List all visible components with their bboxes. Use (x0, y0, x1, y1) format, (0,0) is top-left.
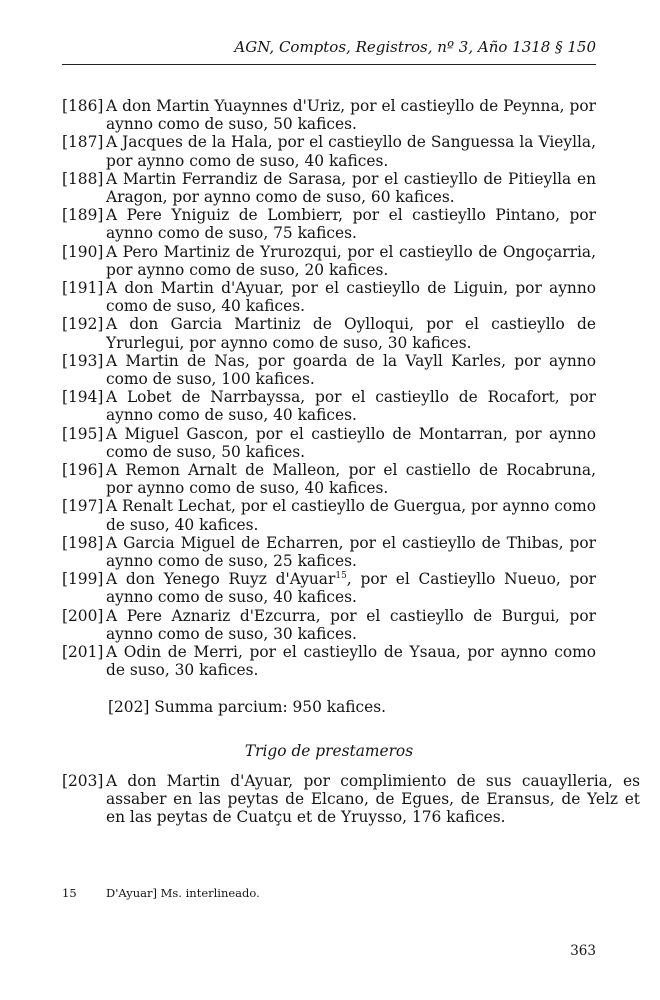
entry-text: A don Martin d'Ayuar, por complimiento de sus cauaylleria, es assaber en las peytas de Elcano, de Egues, de Eransus, de Yelz et en las peytas de Cuatçu et de Yruysso, 176 kafices. (106, 772, 640, 827)
entry-199 (62, 570, 596, 606)
entry-193 (62, 352, 596, 388)
entry-number: [193] (62, 351, 104, 370)
entry-197 (62, 497, 596, 533)
entry-text: A don Yenego Ruyz d'Ayuar (106, 570, 336, 589)
entry-text: A Martin de Nas, por goarda de la Vayll Karles, por aynno como de suso, 100 kafices. (106, 351, 596, 389)
entry-187 (62, 133, 596, 169)
entry-number: [192] (62, 315, 104, 334)
entry-text: A Jacques de la Hala, por el castieyllo de Sanguessa la Vieylla, por aynno como de suso, 40 kafices. (106, 133, 596, 170)
entry-text: A don Martin Yuaynnes d'Uriz, por el castieyllo de Peynna, por aynno como de suso, 50 kafices. (106, 97, 596, 134)
entry-number: [197] (62, 497, 104, 516)
entry-number: [188] (62, 169, 104, 188)
entry-text: A Odin de Merri, por el castieyllo de Ysaua, por aynno como de suso, 30 kafices. (106, 643, 596, 680)
entry-text: A Renalt Lechat, por el castieyllo de Guergua, por aynno como de suso, 40 kafices. (106, 497, 596, 534)
entry-text: A Pere Yniguiz de Lombierr, por el castieyllo Pintano, por aynno como de suso, 75 kafices. (106, 206, 596, 243)
header-rule (62, 64, 596, 65)
entry-186 (62, 97, 596, 133)
entry-number: [195] (62, 424, 104, 443)
footnote (62, 886, 260, 900)
entry-190 (62, 243, 596, 279)
entry-196 (62, 461, 596, 497)
entry-text: A Pero Martiniz de Yrurozqui, por el castieyllo de Ongoçarria, por aynno como de suso, 20 kafices. (106, 242, 596, 279)
entry-200 (62, 607, 596, 643)
entry-195 (62, 425, 596, 461)
entry-number: [186] (62, 97, 104, 115)
footnote-text: D'Ayuar] Ms. interlineado. (106, 886, 260, 900)
running-head: AGN, Comptos, Registros, nº 3, Año 1318 § 150 (234, 38, 596, 56)
entry-text: A Martin Ferrandiz de Sarasa, por el castieyllo de Pitieylla en Aragon, por aynno como de suso, 60 kafices. (106, 169, 596, 207)
entry-number: [191] (62, 279, 104, 298)
entry-number: [190] (62, 242, 104, 261)
entry-203 (62, 772, 640, 827)
entry-188 (62, 170, 596, 206)
entry-number: [194] (62, 388, 104, 407)
entry-number: [200] (62, 606, 104, 625)
entry-201 (62, 643, 596, 679)
entry-number: [203] (62, 772, 104, 790)
entry-text: A don Garcia Martiniz de Oylloqui, por el castieyllo de Yrurlegui, por aynno como de suso, 30 kafices. (106, 315, 596, 352)
entry-number: [199] (62, 570, 104, 589)
entry-text: A Remon Arnalt de Malleon, por el castiello de Rocabruna, por aynno como de suso, 40 kafices. (106, 461, 596, 498)
entry-text: A Pere Aznariz d'Ezcurra, por el castieyllo de Burgui, por aynno como de suso, 30 kafices. (106, 606, 596, 643)
entry-text: , por el Castieyllo Nueuo, por aynno como de suso, 40 kafices. (106, 570, 596, 607)
entry-number: [187] (62, 133, 104, 152)
entry-text: A Garcia Miguel de Echarren, por el castieyllo de Thibas, por aynno como de suso, 25 kafices. (106, 533, 596, 571)
entry-189 (62, 206, 596, 242)
entry-194 (62, 388, 596, 424)
footnote-number: 15 (62, 886, 77, 900)
entry-number: [201] (62, 643, 104, 662)
entry-191 (62, 279, 596, 315)
footnote-reference[interactable]: 15 (335, 571, 347, 582)
entry-number: [198] (62, 533, 104, 552)
entry-192 (62, 315, 596, 351)
entry-text: A Miguel Gascon, por el castieyllo de Montarran, por aynno como de suso, 50 kafices. (106, 424, 596, 461)
page-number: 363 (570, 943, 596, 959)
entry-number: [196] (62, 461, 104, 480)
section-title: Trigo de prestameros (244, 742, 414, 760)
entry-198 (62, 534, 596, 570)
entry-text: A don Martin d'Ayuar, por el castieyllo de Liguin, por aynno como de suso, 40 kafices. (106, 279, 596, 316)
entries-list (62, 97, 596, 680)
summa-line (108, 698, 386, 716)
entry-number: [189] (62, 206, 104, 225)
summa-text: Summa parcium: 950 kafices. (154, 698, 387, 716)
entry-text: A Lobet de Narrbayssa, por el castieyllo de Rocafort, por aynno como de suso, 40 kafices. (106, 388, 596, 425)
summa-number: [202] (108, 698, 150, 716)
